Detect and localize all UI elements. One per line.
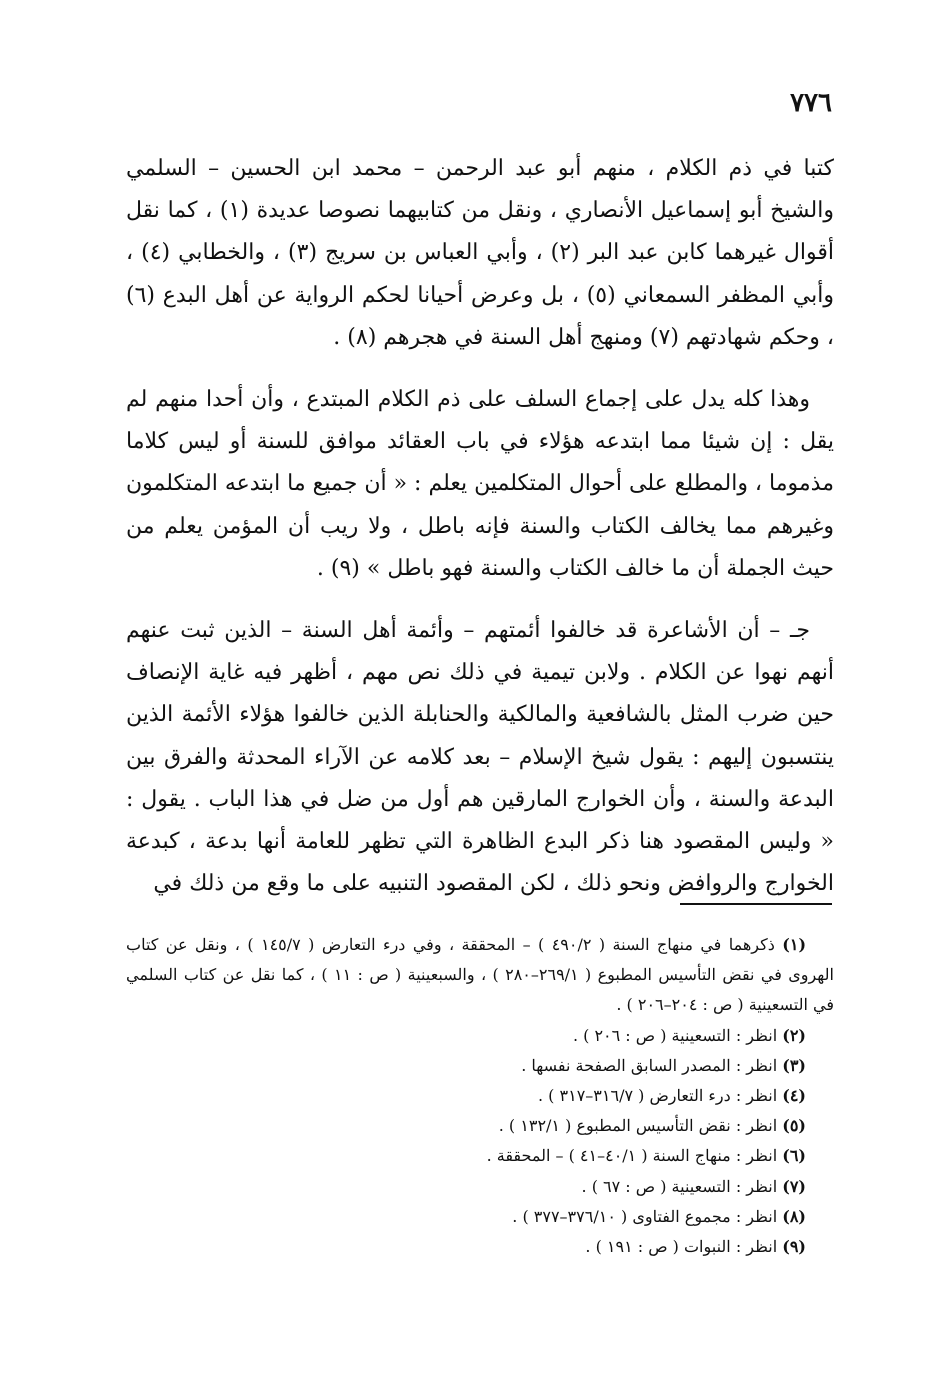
footnote bbox=[126, 1141, 834, 1171]
footnote-text: انظر : مجموع الفتاوى ( ٣٧٦/١٠–٣٧٧ ) . bbox=[512, 1206, 778, 1226]
footnote bbox=[126, 1021, 834, 1051]
footnote-label: (٩) bbox=[782, 1237, 806, 1257]
footnote-label: (٤) bbox=[782, 1086, 806, 1106]
footnote-label: (٧) bbox=[782, 1176, 806, 1196]
footnote-text: انظر : منهاج السنة ( ٤٠/١–٤١ ) – المحققة . bbox=[486, 1146, 778, 1166]
main-text bbox=[126, 148, 834, 925]
footnote-label: (٣) bbox=[782, 1055, 806, 1075]
footnote-text: انظر : المصدر السابق الصفحة نفسها . bbox=[521, 1055, 778, 1075]
paragraph: كتبا في ذم الكلام ، منهم أبو عبد الرحمن – محمد ابن الحسين – السلمي والشيخ أبو إسماعيل الأنصاري ، ونقل من كتابيهما نصوصا عديدة (١) ، كما نقل أقوال غيرهما كابن عبد البر (٢) ، وأبي العباس بن سريج (٣) ، والخطابي (٤) ، وأبي المظفر السمعاني (٥) ، بل وعرض أحيانا لحكم الرواية عن أهل البدع (٦) ، وحكم شهادتهم (٧) ومنهج أهل السنة في هجرهم (٨) . bbox=[126, 156, 835, 350]
footnote-text: انظر : التسعينية ( ص : ٦٧ ) . bbox=[581, 1176, 778, 1196]
footnote-label: (٢) bbox=[782, 1025, 806, 1045]
footnote bbox=[126, 1051, 834, 1081]
footnote-text: انظر : التسعينية ( ص : ٢٠٦ ) . bbox=[572, 1025, 778, 1045]
page-number: ٧٧٦ bbox=[790, 88, 832, 118]
paragraph: وهذا كله يدل على إجماع السلف على ذم الكلام المبتدع ، وأن أحدا منهم لم يقل : إن شيئا مما ابتدعه هؤلاء في باب العقائد موافق للسنة أو ليس كلاما مذموما ، والمطلع على أحوال المتكلمين يعلم : « أن جميع ما ابتدعه المتكلمون وغيرهم مما يخالف الكتاب والسنة فإنه باطل ، ولا ريب أن المؤمن يعلم من حيث الجملة أن ما خالف الكتاب والسنة فهو باطل » (٩) . bbox=[126, 387, 834, 581]
footnote-label: (٥) bbox=[782, 1116, 806, 1136]
footnote-label: (٨) bbox=[782, 1206, 806, 1226]
footnote-label: (٦) bbox=[782, 1146, 806, 1166]
footnote-text: انظر : درء التعارض ( ٣١٦/٧–٣١٧ ) . bbox=[538, 1086, 778, 1106]
footnote bbox=[126, 1202, 834, 1232]
footnote bbox=[126, 1232, 834, 1262]
footnote-text: انظر : نقض التأسيس المطبوع ( ١٣٢/١ ) . bbox=[498, 1116, 778, 1136]
footnote bbox=[126, 1111, 834, 1141]
footnote bbox=[126, 1172, 834, 1202]
footnote-separator bbox=[680, 903, 832, 905]
footnote bbox=[126, 930, 834, 1021]
paragraph: جـ – أن الأشاعرة قد خالفوا أئمتهم – وأئمة أهل السنة – الذين ثبت عنهم أنهم نهوا عن الكلام . ولابن تيمية في ذلك نص مهم ، أظهر فيه غاية الإنصاف حين ضرب المثل بالشافعية والمالكية والحنابلة الذين خالفوا هؤلاء الأئمة الذين ينتسبون إليهم : يقول شيخ الإسلام – بعد كلامه عن الآراء المحدثة والفرق بين البدعة والسنة ، وأن الخوارج المارقين هم أول من ضل في هذا الباب . يقول : « وليس المقصود هنا ذكر البدع الظاهرة التي تظهر للعامة أنها بدعة ، كبدعة الخوارج والروافض ونحو ذلك ، لكن المقصود التنبيه على ما وقع من ذلك في bbox=[126, 618, 834, 897]
footnote-text: ذكرهما في منهاج السنة ( ٤٩٠/٢ ) – المحققة ، وفي درء التعارض ( ١٤٥/٧ ) ، ونقل عن كتاب الهروى في نقض التأسيس المطبوع ( ٢٦٩/١–٢٨٠ ) ، والسبعينية ( ص : ١١ ) ، كما نقل عن كتاب السلمي في التسعينية ( ص : ٢٠٤–٢٠٦ ) . bbox=[126, 935, 835, 1015]
footnote-label: (١) bbox=[782, 935, 807, 954]
footnote bbox=[126, 1081, 834, 1111]
footnotes bbox=[126, 930, 834, 1262]
footnote-text: انظر : النبوات ( ص : ١٩١ ) . bbox=[585, 1237, 778, 1257]
